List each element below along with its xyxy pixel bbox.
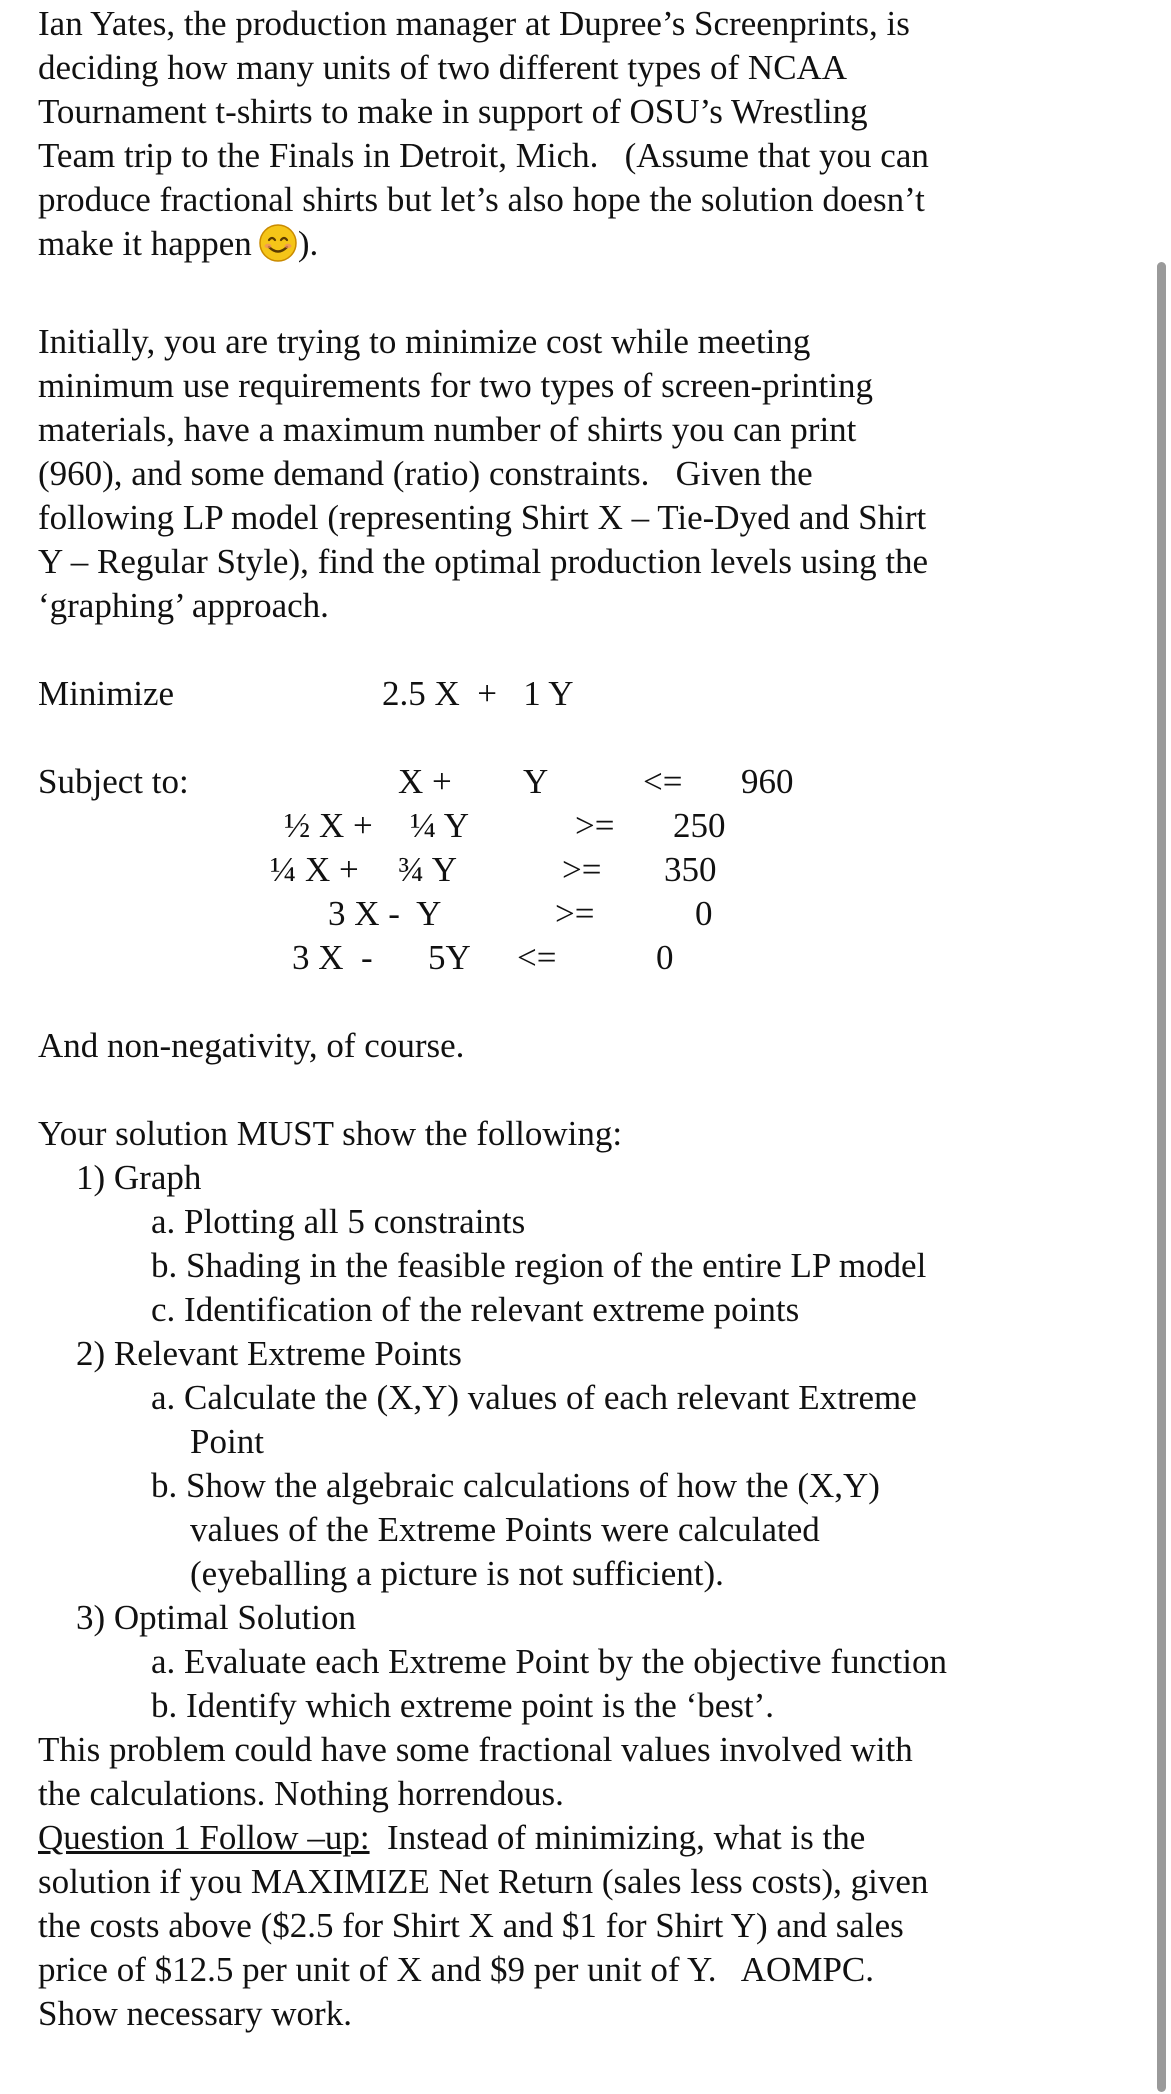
constraint-y-term: 5Y xyxy=(428,938,471,977)
followup-line: price of $12.5 per unit of X and $9 per unit of Y. AOMPC. xyxy=(38,1950,875,1989)
list-item: b. Show the algebraic calculations of how the (X,Y) xyxy=(151,1466,880,1505)
followup-text: Instead of minimizing, what is the xyxy=(369,1818,866,1857)
constraint-operator: <= xyxy=(643,762,683,801)
minimize-label: Minimize xyxy=(38,674,175,713)
list-item: 2) Relevant Extreme Points xyxy=(76,1334,462,1373)
list-item: c. Identification of the relevant extreme points xyxy=(151,1290,800,1329)
context-paragraph xyxy=(38,320,1118,628)
note-line: the calculations. Nothing horrendous. xyxy=(38,1774,564,1813)
list-item: a. Evaluate each Extreme Point by the objective function xyxy=(151,1642,947,1681)
context-line: Y – Regular Style), find the optimal production levels using the xyxy=(38,542,929,581)
intro-paragraph xyxy=(38,2,1118,266)
context-line: (960), and some demand (ratio) constraints. Given the xyxy=(38,454,813,493)
followup-line: Show necessary work. xyxy=(38,1994,352,2033)
followup-first-line xyxy=(38,1816,1118,1860)
list-item: 3) Optimal Solution xyxy=(76,1598,356,1637)
intro-line: Tournament t-shirts to make in support of OSU’s Wrestling xyxy=(38,92,868,131)
intro-line-text: make it happen xyxy=(38,224,252,263)
constraint-operator: >= xyxy=(575,806,615,845)
vertical-scrollbar[interactable] xyxy=(1157,262,1166,2092)
intro-line: deciding how many units of two different types of NCAA xyxy=(38,48,848,87)
list-item: Point xyxy=(190,1422,264,1461)
constraint-lhs: 3 X - Y xyxy=(328,894,442,933)
intro-last-line xyxy=(38,222,1118,266)
list-item: values of the Extreme Points were calculated xyxy=(190,1510,820,1549)
requirements-list xyxy=(38,1112,1118,2036)
list-item: (eyeballing a picture is not sufficient). xyxy=(190,1554,724,1593)
constraint-y-term: ¾ Y xyxy=(398,850,457,889)
list-item: b. Shading in the feasible region of the entire LP model xyxy=(151,1246,927,1285)
constraint-operator: <= xyxy=(517,938,557,977)
constraint-rhs: 0 xyxy=(656,938,674,977)
requirements-heading: Your solution MUST show the following: xyxy=(38,1114,623,1153)
intro-line: Team trip to the Finals in Detroit, Mich. (Assume that you can xyxy=(38,136,929,175)
constraint-rhs: 960 xyxy=(741,762,794,801)
intro-line: produce fractional shirts but let’s also hope the solution doesn’t xyxy=(38,180,925,219)
list-item: a. Calculate the (X,Y) values of each relevant Extreme xyxy=(151,1378,917,1417)
subject-to-label: Subject to: xyxy=(38,762,189,801)
context-line: materials, have a maximum number of shirts you can print xyxy=(38,410,857,449)
note-line: This problem could have some fractional values involved with xyxy=(38,1730,913,1769)
list-item: a. Plotting all 5 constraints xyxy=(151,1202,526,1241)
constraint-x-term: ½ X + xyxy=(284,806,373,845)
constraint-rhs: 250 xyxy=(673,806,726,845)
constraint-y-term: Y xyxy=(523,762,549,801)
non-negativity-note: And non-negativity, of course. xyxy=(38,1026,465,1065)
constraint-x-term: 3 X - xyxy=(292,938,373,977)
smiling-face-icon xyxy=(258,223,298,263)
constraint-rhs: 0 xyxy=(695,894,713,933)
intro-line: Ian Yates, the production manager at Dupree’s Screenprints, is xyxy=(38,4,910,43)
constraint-y-term: ¼ Y xyxy=(410,806,469,845)
constraint-x-term: X + xyxy=(398,762,452,801)
objective-function: 2.5 X + 1 Y xyxy=(382,674,574,713)
constraint-x-term: ¼ X + xyxy=(270,850,359,889)
constraint-operator: >= xyxy=(555,894,595,933)
followup-line: the costs above ($2.5 for Shirt X and $1 for Shirt Y) and sales xyxy=(38,1906,904,1945)
followup-label: Question 1 Follow –up: xyxy=(38,1818,370,1857)
context-line: following LP model (representing Shirt X – Tie-Dyed and Shirt xyxy=(38,498,927,537)
constraint-operator: >= xyxy=(562,850,602,889)
context-line: ‘graphing’ approach. xyxy=(38,586,329,625)
intro-line-end: ). xyxy=(297,224,319,263)
list-item: b. Identify which extreme point is the ‘best’. xyxy=(151,1686,775,1725)
context-line: minimum use requirements for two types of screen-printing xyxy=(38,366,873,405)
context-line: Initially, you are trying to minimize cost while meeting xyxy=(38,322,811,361)
list-item: 1) Graph xyxy=(76,1158,202,1197)
constraint-rhs: 350 xyxy=(664,850,717,889)
followup-line: solution if you MAXIMIZE Net Return (sales less costs), given xyxy=(38,1862,929,1901)
